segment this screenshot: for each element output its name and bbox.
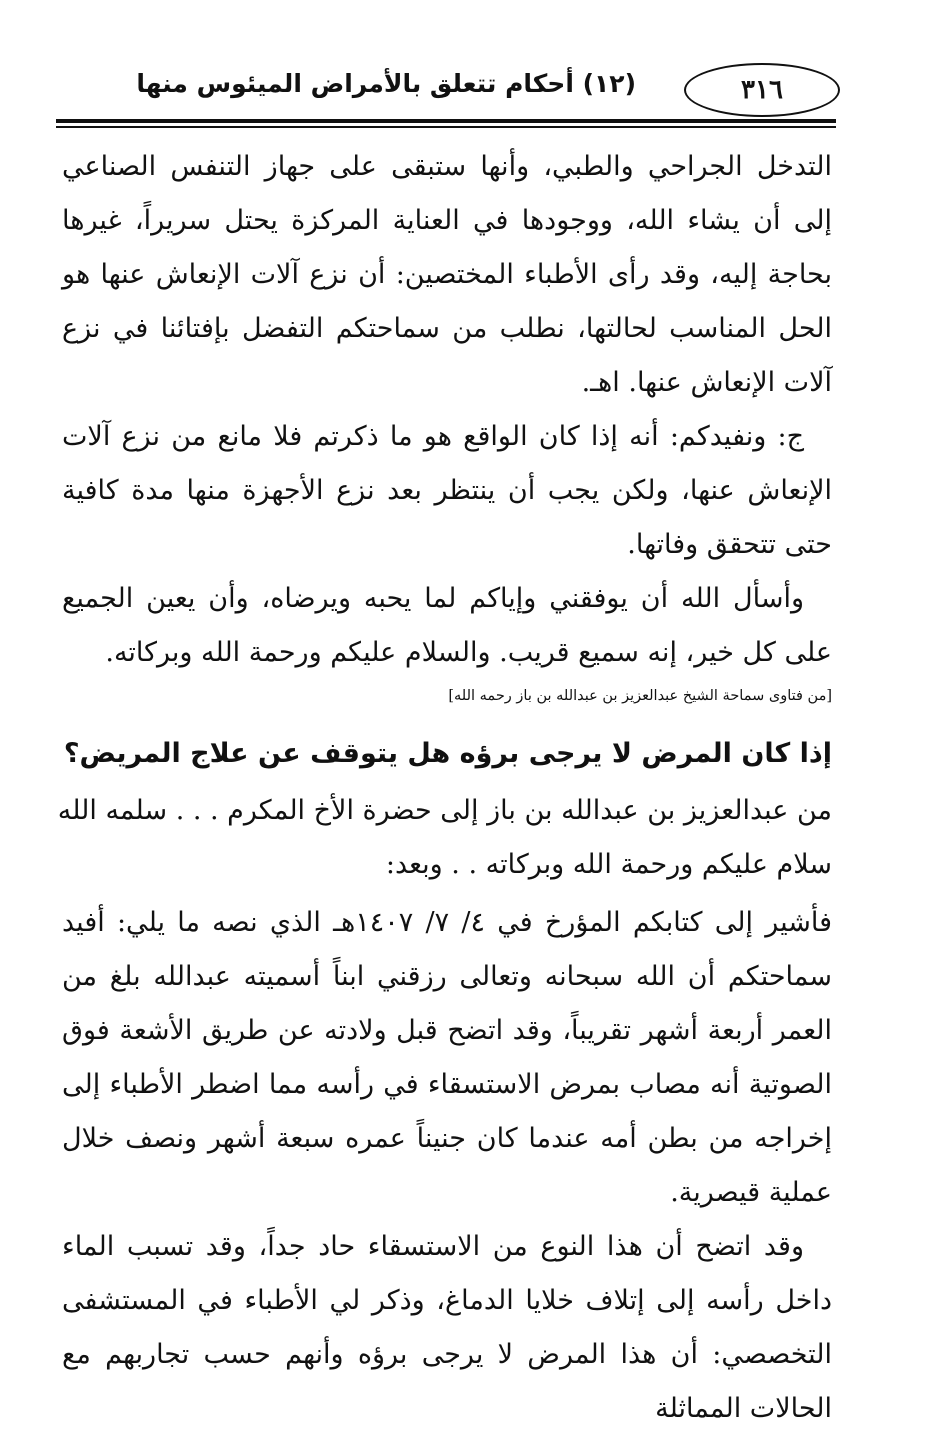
salutation-line-1: من عبدالعزيز بن عبدالله بن باز إلى حضرة الأخ المكرم . . . سلمه الله — [57, 795, 832, 826]
paragraph-question-continuation: التدخل الجراحي والطبي، وأنها ستبقى على جهاز التنفس الصناعي إلى أن يشاء الله، ووجودها في العناية المركزة يحتل سريراً، غيرها بحاجة إليه، وقد رأى الأطباء المختصين: أن نزع آلات الإنعاش عنها هو الحل المناسب لحالتها، نطلب من سماحتكم التفضل بإفتائنا في نزع آلات الإنعاش عنها. اهـ. — [62, 151, 832, 398]
salutation-line-2: سلام عليكم ورحمة الله وبركاته . . وبعد: — [385, 849, 832, 880]
page-header — [56, 55, 896, 117]
page-number-oval: ٣١٦ — [684, 63, 840, 117]
paragraph-diagnosis: وقد اتضح أن هذا النوع من الاستسقاء حاد جداً، وقد تسبب الماء داخل رأسه إلى إتلاف خلايا الدماغ، وذكر لي الأطباء في المستشفى التخصصي: أن هذا المرض لا يرجى برؤه وأنهم حسب تجاربهم مع الحالات المماثلة — [62, 1231, 832, 1424]
page-content — [57, 140, 832, 1436]
chapter-title: (١٢) أحكام تتعلق بالأمراض الميئوس منها — [136, 69, 636, 98]
fatwa-citation: [من فتاوى سماحة الشيخ عبدالعزيز بن عبدالله بن باز رحمه الله] — [448, 688, 832, 704]
section-title: إذا كان المرض لا يرجى برؤه هل يتوقف عن علاج المريض؟ — [63, 738, 832, 769]
paragraph-answer: ج: ونفيدكم: أنه إذا كان الواقع هو ما ذكرتم فلا مانع من نزع آلات الإنعاش عنها، ولكن يجب أن ينتظر بعد نزع الأجهزة منها مدة كافية حتى تتحقق وفاتها. — [62, 421, 832, 560]
header-rule-thick — [56, 119, 836, 123]
header-rule-thin — [56, 126, 836, 128]
paragraph-closing: وأسأل الله أن يوفقني وإياكم لما يحبه ويرضاه، وأن يعين الجميع على كل خير، إنه سميع قريب. والسلام عليكم ورحمة الله وبركاته. — [62, 583, 832, 668]
paragraph-letter: فأشير إلى كتابكم المؤرخ في ٤/ ٧/ ١٤٠٧هـ الذي نصه ما يلي: أفيد سماحتكم أن الله سبحانه وتعالى رزقني ابناً أسميته عبدالله بلغ من العمر أربعة أشهر تقريباً، وقد اتضح قبل ولادته عن طريق الأشعة فوق الصوتية أنه مصاب بمرض الاستسقاء في رأسه مما اضطر الأطباء إلى إخراجه من بطن أمه عندما كان جنيناً عمره سبعة أشهر ونصف خلال عملية قيصرية. — [62, 907, 832, 1208]
